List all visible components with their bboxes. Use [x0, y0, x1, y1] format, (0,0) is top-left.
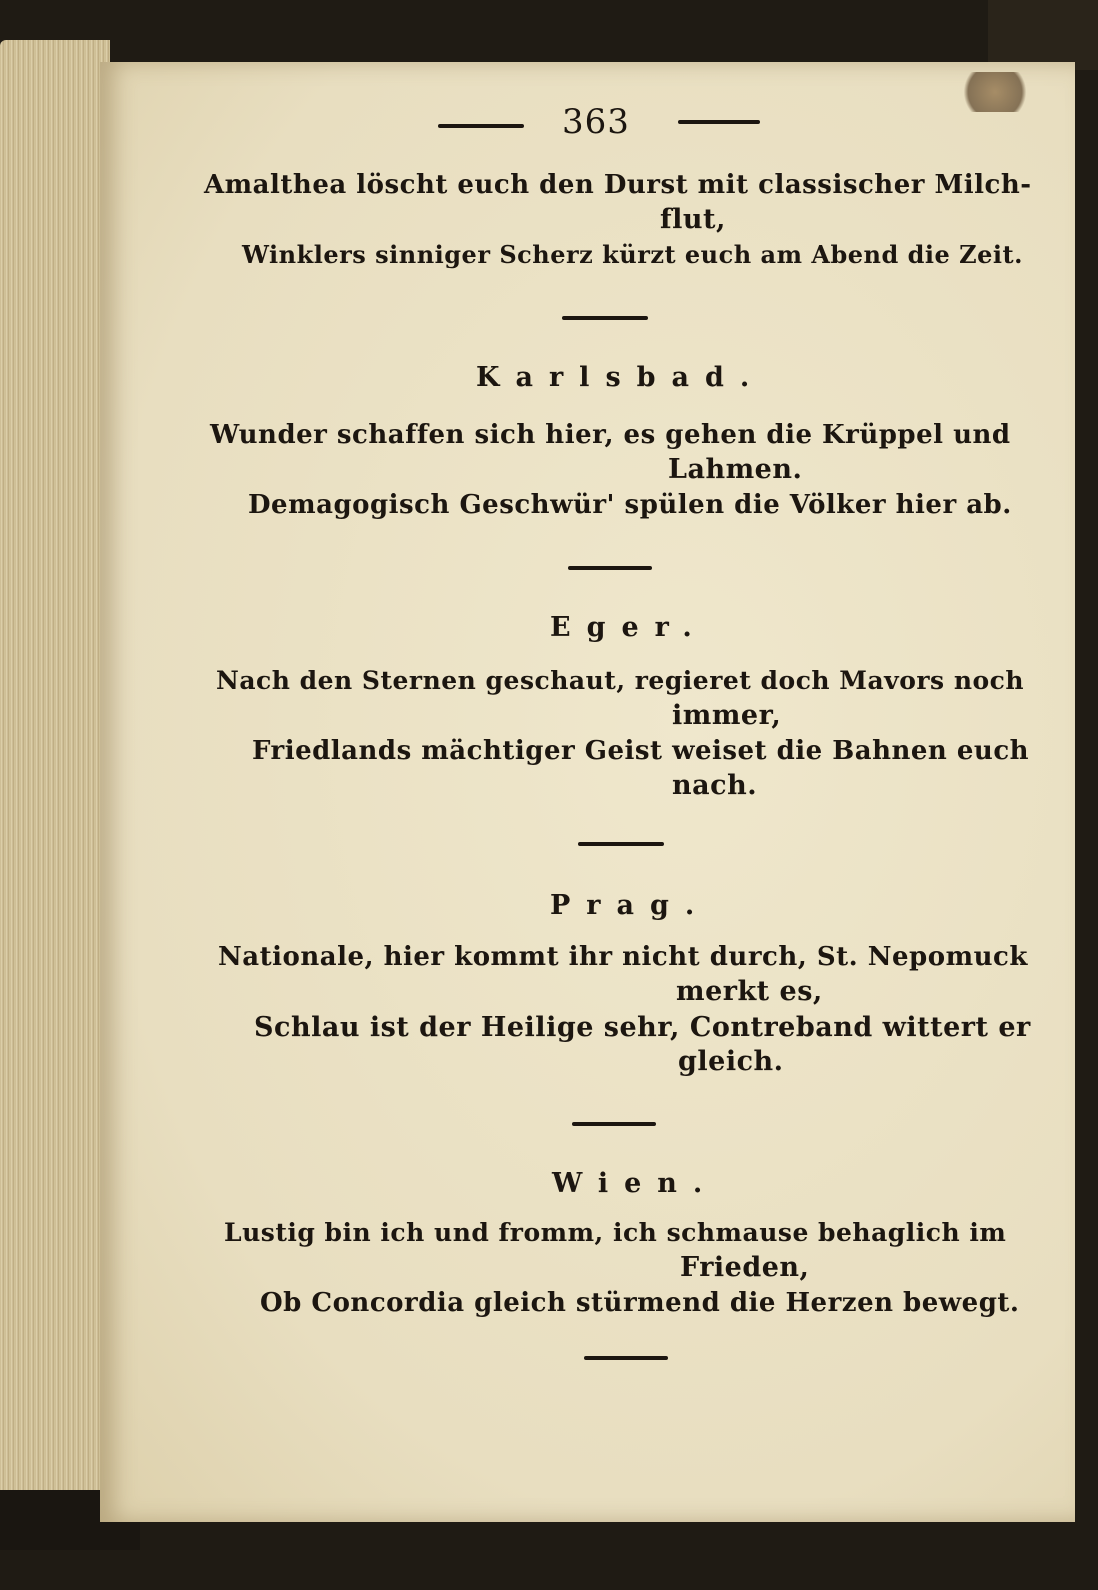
verse-line-continuation: flut, [660, 204, 726, 235]
section-heading: Wien. [552, 1168, 719, 1199]
verse-line-continuation: Lahmen. [668, 454, 803, 485]
verse-line-continuation: merkt es, [676, 976, 823, 1007]
verse-line: Friedlands mächtiger Geist weiset die Bahnen euch [252, 736, 1030, 766]
verse-line: Amalthea löscht euch den Durst mit classischer Milch- [204, 170, 1032, 200]
verse-line: Schlau ist der Heilige sehr, Contreband wittert er [254, 1012, 1031, 1043]
section-heading: Eger. [550, 612, 708, 643]
page-damage-mark [955, 72, 1035, 112]
book-page-edges [0, 40, 110, 1520]
section-heading: Prag. [550, 890, 711, 921]
verse-line: Ob Concordia gleich stürmend die Herzen bewegt. [260, 1288, 1020, 1318]
section-divider [562, 316, 648, 320]
section-divider [568, 566, 652, 570]
section-divider [578, 842, 664, 846]
section-divider [584, 1356, 668, 1360]
verse-line-continuation: gleich. [678, 1046, 784, 1077]
verse-line: Winklers sinniger Scherz kürzt euch am Abend die Zeit. [242, 240, 1023, 269]
verse-line-continuation: Frieden, [680, 1252, 810, 1283]
page-corner-shadow [988, 0, 1098, 70]
verse-line-continuation: nach. [672, 770, 758, 801]
header-rule-right [678, 120, 760, 124]
page-number: 363 [562, 102, 630, 142]
book-page [100, 62, 1075, 1522]
verse-line: Demagogisch Geschwür' spülen die Völker hier ab. [248, 490, 1012, 520]
verse-line: Nach den Sternen geschaut, regieret doch Mavors noch [216, 666, 1025, 695]
section-divider [572, 1122, 656, 1126]
verse-line-continuation: immer, [672, 700, 782, 731]
header-rule-left [438, 124, 524, 128]
verse-line: Nationale, hier kommt ihr nicht durch, St. Nepomuck [218, 942, 1028, 972]
verse-line: Wunder schaffen sich hier, es gehen die Krüppel und [210, 420, 1011, 450]
section-heading: Karlsbad. [476, 362, 766, 393]
verse-line: Lustig bin ich und fromm, ich schmause behaglich im [224, 1218, 1007, 1247]
